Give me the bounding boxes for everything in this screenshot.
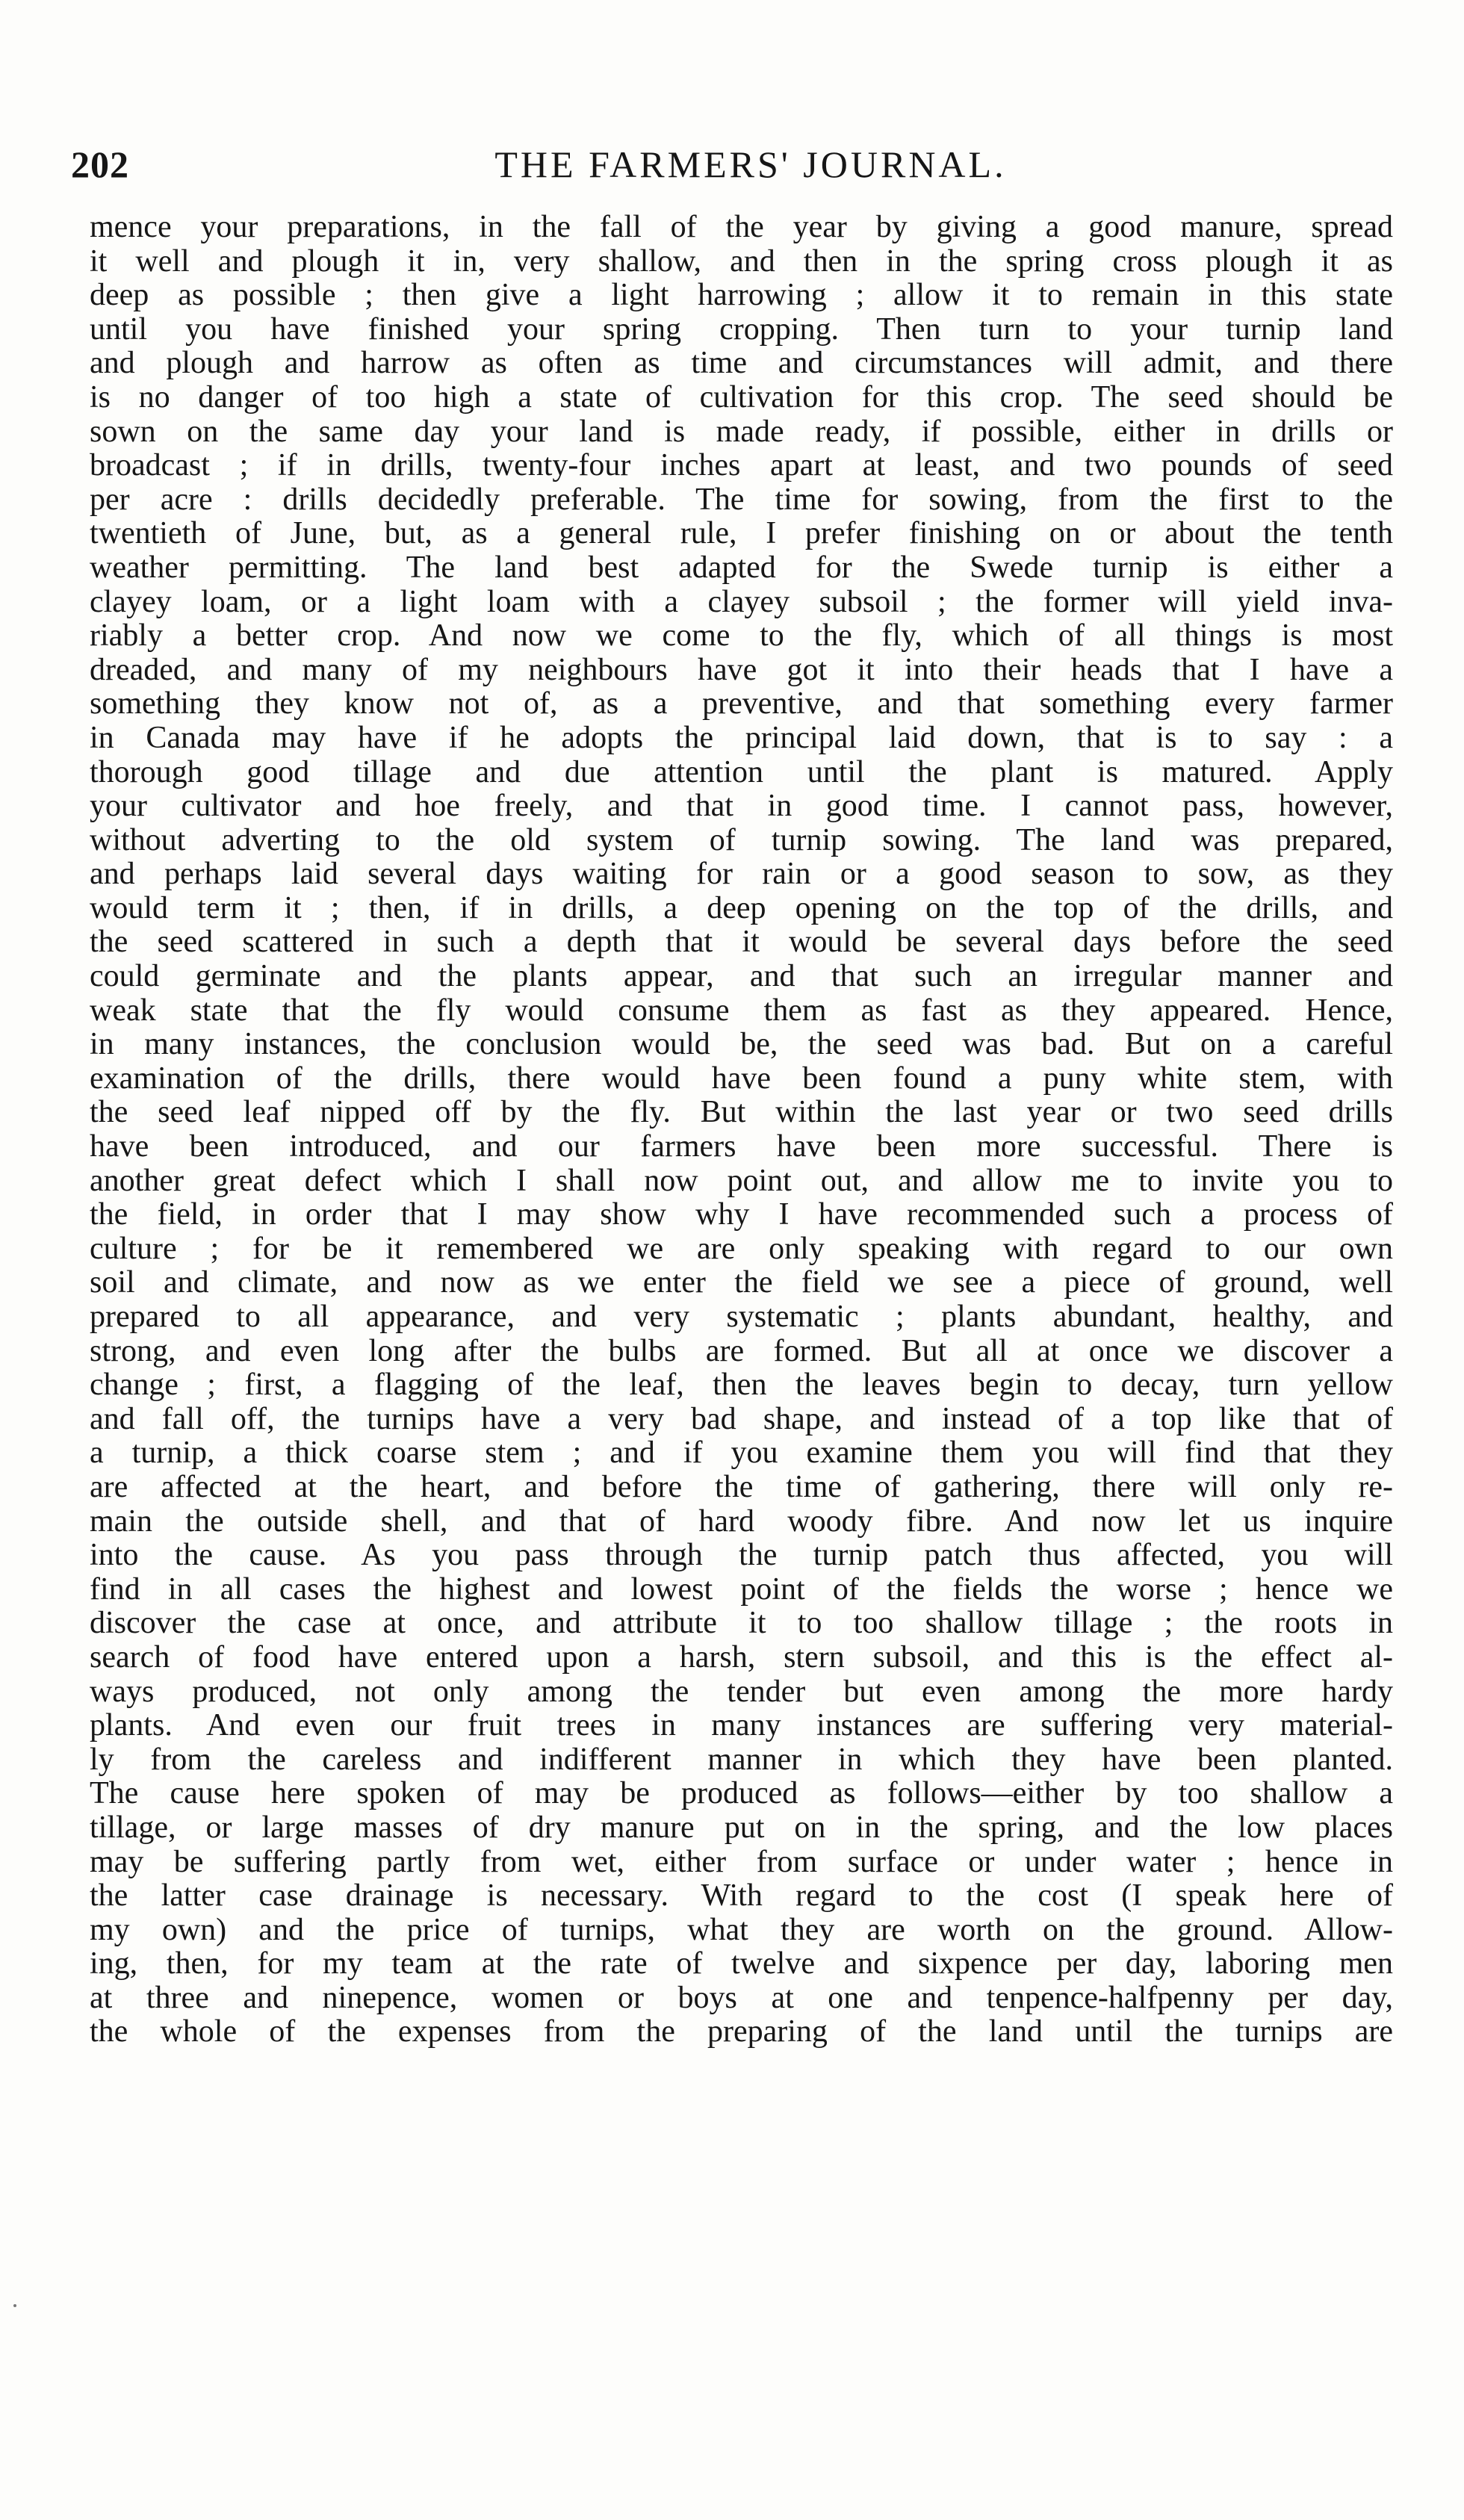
text-line: The cause here spoken of may be produced as follows—either by too shallow a bbox=[90, 1777, 1393, 1811]
text-line: riably a better crop. And now we come to the fly, which of all things is most bbox=[90, 619, 1393, 654]
text-line: is no danger of too high a state of cultivation for this crop. The seed should be bbox=[90, 380, 1393, 415]
text-line: it well and plough it in, very shallow, and then in the spring cross plough it as bbox=[90, 244, 1393, 279]
text-line: a turnip, a thick coarse stem ; and if you examine them you will find that they bbox=[90, 1436, 1393, 1471]
text-line: strong, and even long after the bulbs are formed. But all at once we discover a bbox=[90, 1334, 1393, 1368]
text-line: dreaded, and many of my neighbours have got it into their heads that I have a bbox=[90, 653, 1393, 687]
text-line: without adverting to the old system of turnip sowing. The land was prepared, bbox=[90, 823, 1393, 857]
text-line: the field, in order that I may show why I have recommended such a process of bbox=[90, 1198, 1393, 1232]
text-line: ing, then, for my team at the rate of twelve and sixpence per day, laboring men bbox=[90, 1947, 1393, 1981]
margin-speck bbox=[13, 2304, 16, 2307]
text-line: weather permitting. The land best adapted for the Swede turnip is either a bbox=[90, 550, 1393, 585]
text-line: at three and ninepence, women or boys at one and tenpence-halfpenny per day, bbox=[90, 1981, 1393, 2015]
text-line: examination of the drills, there would have been found a puny white stem, with bbox=[90, 1061, 1393, 1096]
text-line: ways produced, not only among the tender but even among the more hardy bbox=[90, 1675, 1393, 1709]
text-line: in Canada may have if he adopts the principal laid down, that is to say : a bbox=[90, 721, 1393, 755]
text-line: deep as possible ; then give a light harrowing ; allow it to remain in this state bbox=[90, 279, 1393, 313]
text-line: thorough good tillage and due attention until the plant is matured. Apply bbox=[90, 755, 1393, 789]
page-number: 202 bbox=[71, 143, 129, 185]
text-line: prepared to all appearance, and very systematic ; plants abundant, healthy, and bbox=[90, 1300, 1393, 1334]
text-line: are affected at the heart, and before the time of gathering, there will only re- bbox=[90, 1470, 1393, 1504]
text-line: culture ; for be it remembered we are only speaking with regard to our own bbox=[90, 1232, 1393, 1266]
text-line: find in all cases the highest and lowest point of the fields the worse ; hence we bbox=[90, 1572, 1393, 1607]
page-header bbox=[71, 134, 1401, 194]
text-line: soil and climate, and now as we enter the field we see a piece of ground, well bbox=[90, 1266, 1393, 1300]
text-line: mence your preparations, in the fall of the year by giving a good manure, spread bbox=[90, 211, 1393, 244]
text-line: the seed scattered in such a depth that it would be several days before the seed bbox=[90, 925, 1393, 960]
text-line: broadcast ; if in drills, twenty-four inches apart at least, and two pounds of seed bbox=[90, 449, 1393, 483]
text-line: my own) and the price of turnips, what they are worth on the ground. Allow- bbox=[90, 1913, 1393, 1947]
text-line: your cultivator and hoe freely, and that in good time. I cannot pass, however, bbox=[90, 789, 1393, 824]
text-line: another great defect which I shall now point out, and allow me to invite you to bbox=[90, 1164, 1393, 1198]
text-line: the seed leaf nipped off by the fly. But within the last year or two seed drills bbox=[90, 1096, 1393, 1130]
text-line: search of food have entered upon a harsh, stern subsoil, and this is the effect al- bbox=[90, 1640, 1393, 1675]
text-line: twentieth of June, but, as a general rule, I prefer finishing on or about the tenth bbox=[90, 517, 1393, 551]
running-title: THE FARMERS' JOURNAL. bbox=[494, 143, 1007, 185]
text-line: in many instances, the conclusion would be, the seed was bad. But on a careful bbox=[90, 1028, 1393, 1062]
text-line: sown on the same day your land is made ready, if possible, either in drills or bbox=[90, 415, 1393, 449]
text-line: something they know not of, as a preventive, and that something every farmer bbox=[90, 687, 1393, 721]
text-line: into the cause. As you pass through the turnip patch thus affected, you will bbox=[90, 1539, 1393, 1573]
text-line: weak state that the fly would consume them as fast as they appeared. Hence, bbox=[90, 993, 1393, 1028]
text-line: clayey loam, or a light loam with a clayey subsoil ; the former will yield inva- bbox=[90, 585, 1393, 619]
text-line: plants. And even our fruit trees in many instances are suffering very material- bbox=[90, 1709, 1393, 1743]
article-body bbox=[90, 211, 1393, 2049]
text-line: and perhaps laid several days waiting for rain or a good season to sow, as they bbox=[90, 857, 1393, 892]
text-line: the latter case drainage is necessary. With regard to the cost (I speak here of bbox=[90, 1879, 1393, 1914]
text-line: tillage, or large masses of dry manure put on in the spring, and the low places bbox=[90, 1810, 1393, 1845]
text-line: ly from the careless and indifferent manner in which they have been planted. bbox=[90, 1742, 1393, 1777]
text-line: could germinate and the plants appear, and that such an irregular manner and bbox=[90, 960, 1393, 994]
text-line: would term it ; then, if in drills, a deep opening on the top of the drills, and bbox=[90, 891, 1393, 925]
text-line: until you have finished your spring cropping. Then turn to your turnip land bbox=[90, 312, 1393, 347]
text-line: discover the case at once, and attribute it to too shallow tillage ; the roots in bbox=[90, 1607, 1393, 1641]
text-line: may be suffering partly from wet, either from surface or under water ; hence in bbox=[90, 1845, 1393, 1879]
text-line: and fall off, the turnips have a very bad shape, and instead of a top like that of bbox=[90, 1402, 1393, 1436]
text-line: main the outside shell, and that of hard woody fibre. And now let us inquire bbox=[90, 1504, 1393, 1539]
text-line: have been introduced, and our farmers have been more successful. There is bbox=[90, 1130, 1393, 1164]
text-line: the whole of the expenses from the preparing of the land until the turnips are bbox=[90, 2015, 1393, 2049]
text-line: and plough and harrow as often as time and circumstances will admit, and there bbox=[90, 347, 1393, 381]
text-line: change ; first, a flagging of the leaf, then the leaves begin to decay, turn yellow bbox=[90, 1368, 1393, 1403]
text-line: per acre : drills decidedly preferable. The time for sowing, from the first to the bbox=[90, 482, 1393, 517]
